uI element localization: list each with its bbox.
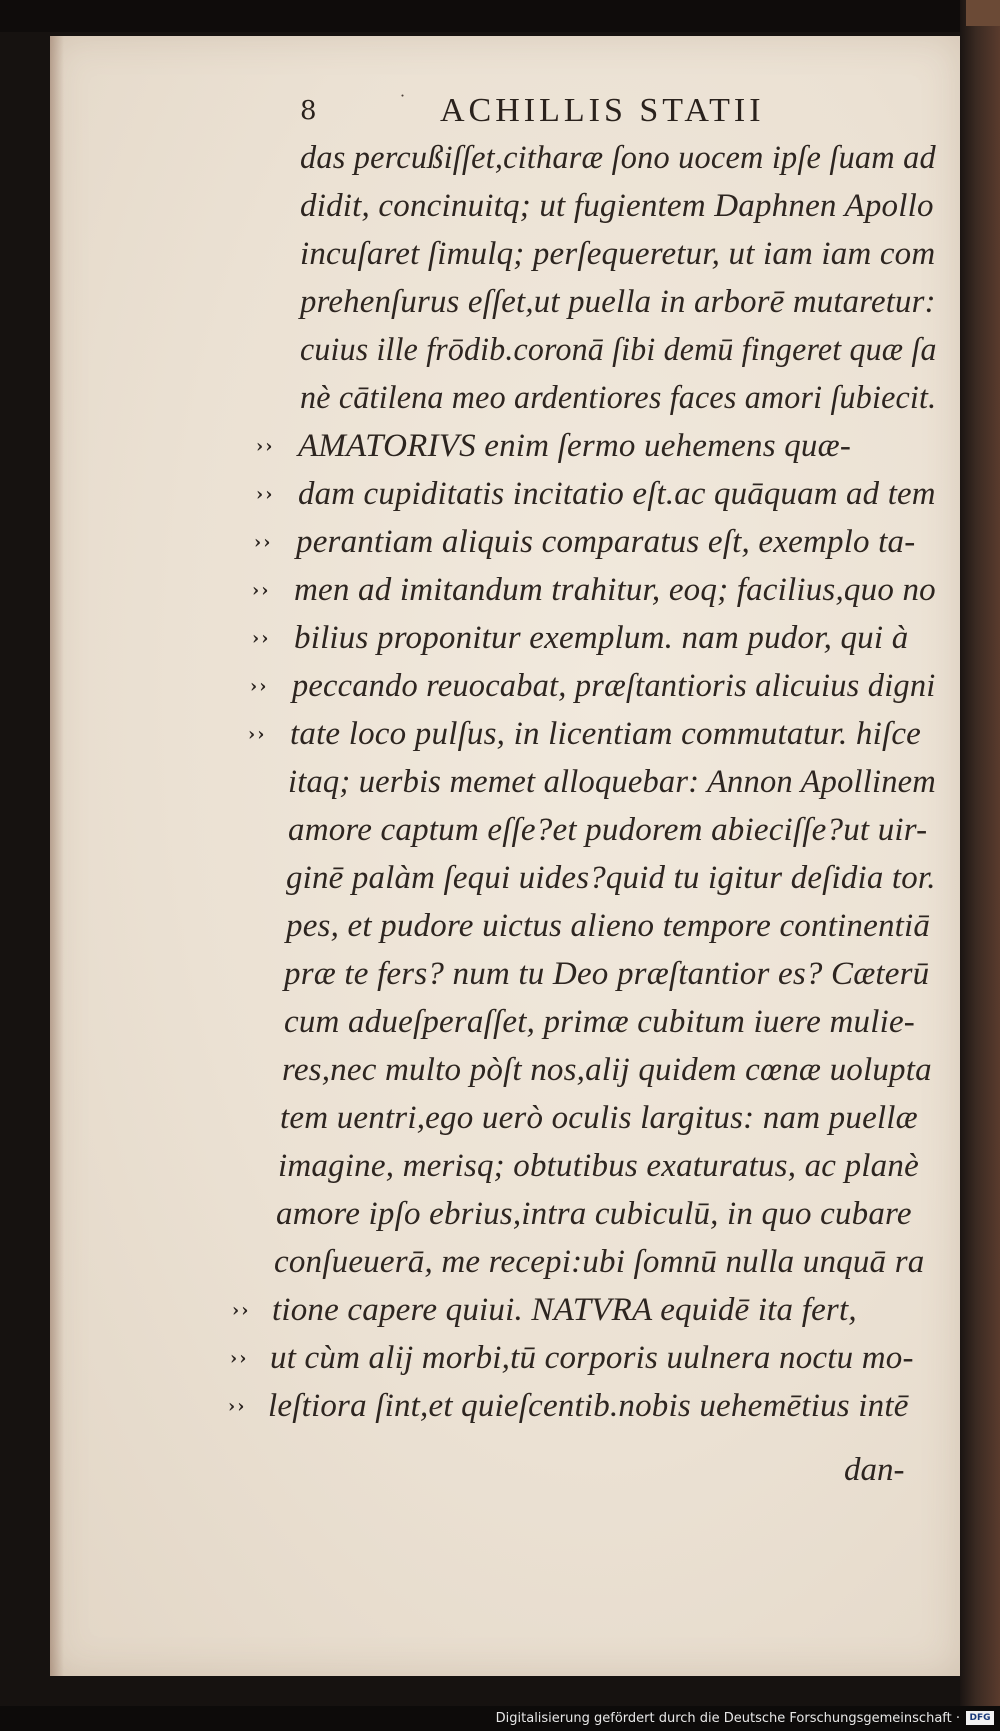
line-text: præ te fers? num tu Deo præſtantior es? Cæterū [284,956,930,992]
line-text: imagine, merisq; obtutibus exaturatus, ac planè [278,1148,919,1184]
text-line [0,284,960,332]
text-line [0,860,960,908]
book-edge-top [0,0,1000,32]
line-text: ginē palàm ſequi uides?quid tu igitur deſidia tor. [286,860,936,896]
text-line [0,1292,960,1340]
text-line [0,1004,960,1052]
text-line [0,1244,960,1292]
catchword: dan- [844,1452,905,1488]
quotation-marker: ›› [232,1300,251,1321]
line-text: bilius proponitur exemplum. nam pudor, qui à [294,620,909,656]
line-text: peccando reuocabat, præſtantioris alicuius digni [292,668,936,704]
line-text: men ad imitandum trahitur, eoq; facilius,quo no [294,572,936,608]
line-text: incuſaret ſimulq; perſequeretur, ut iam iam com [300,236,936,272]
quotation-marker: ›› [254,532,273,553]
quotation-marker: ›› [250,676,269,697]
line-text: tate loco pulſus, in licentiam commutatur. hiſce [290,716,922,752]
line-text: pes, et pudore uictus alieno tempore continentiā [286,908,931,944]
running-title: ACHILLIS STATII [440,92,765,129]
quotation-marker: ›› [248,724,267,745]
text-line [0,1340,960,1388]
line-text: ut cùm alij morbi,tū corporis uulnera noctu mo- [270,1340,914,1376]
ornament-dot: ˙ [398,92,407,113]
line-text: tione capere quiui. NATVRA equidē ita fert, [272,1292,857,1328]
line-text: leſtiora ſint,et quieſcentib.nobis uehemētius intē [268,1388,909,1424]
quotation-marker: ›› [228,1396,247,1417]
running-head [300,92,940,136]
text-line [0,140,960,188]
line-text: itaq; uerbis memet alloquebar: Annon Apollinem [288,764,936,800]
page-number: 8 [300,96,318,126]
line-text: dam cupiditatis incitatio eſt.ac quāquam ad tem [298,476,936,512]
quotation-marker: ›› [256,484,275,505]
text-line [0,476,960,524]
line-text: tem uentri,ego uerò oculis largitus: nam puellæ [280,1100,918,1136]
quotation-marker: ›› [256,436,275,457]
line-text: cuius ille frōdib.coronā ſibi demū fingeret quæ ſa [300,332,937,368]
text-line [0,1388,960,1436]
quotation-marker: ›› [252,628,271,649]
line-text: amore captum eſſe?et pudorem abieciſſe?ut uir- [288,812,928,848]
text-line [0,908,960,956]
line-text: das percußiſſet,citharæ ſono uocem ipſe ſuam ad [300,140,936,176]
text-line [0,332,960,380]
line-text: AMATORIVS enim ſermo uehemens quæ- [298,428,852,464]
book-corner [966,0,1000,26]
text-line [0,956,960,1004]
funding-credit: Digitalisierung gefördert durch die Deutsche Forschungsgemeinschaft · [495,1711,960,1726]
catchword-line [0,1452,960,1500]
text-line [0,1052,960,1100]
text-line [0,1100,960,1148]
line-text: nè cātilena meo ardentiores faces amori ſubiecit. [300,380,937,416]
text-line [0,524,960,572]
line-text: amore ipſo ebrius,intra cubiculū, in quo cubare [276,1196,912,1232]
dfg-logo: DFG [966,1711,994,1725]
line-text: perantiam aliquis comparatus eſt, exemplo ta- [296,524,916,560]
line-text: res,nec multo pòſt nos,alij quidem cœnæ uolupta [282,1052,932,1088]
text-line [0,428,960,476]
line-text: prehenſurus eſſet,ut puella in arborē mutaretur: [300,284,936,320]
book-edge-right [960,0,1000,1731]
text-line [0,188,960,236]
quotation-marker: ›› [230,1348,249,1369]
text-line [0,764,960,812]
line-text: cum adueſperaſſet, primæ cubitum iuere mulie- [284,1004,915,1040]
text-line [0,812,960,860]
text-line [0,380,960,428]
text-line [0,668,960,716]
text-line [0,1196,960,1244]
line-text: didit, concinuitq; ut fugientem Daphnen Apollo [300,188,934,224]
text-line [0,1148,960,1196]
quotation-marker: ›› [252,580,271,601]
text-line [0,236,960,284]
text-line [0,716,960,764]
line-text: conſueuerā, me recepi:ubi ſomnū nulla unquā ra [274,1244,925,1280]
text-line [0,572,960,620]
text-line [0,620,960,668]
